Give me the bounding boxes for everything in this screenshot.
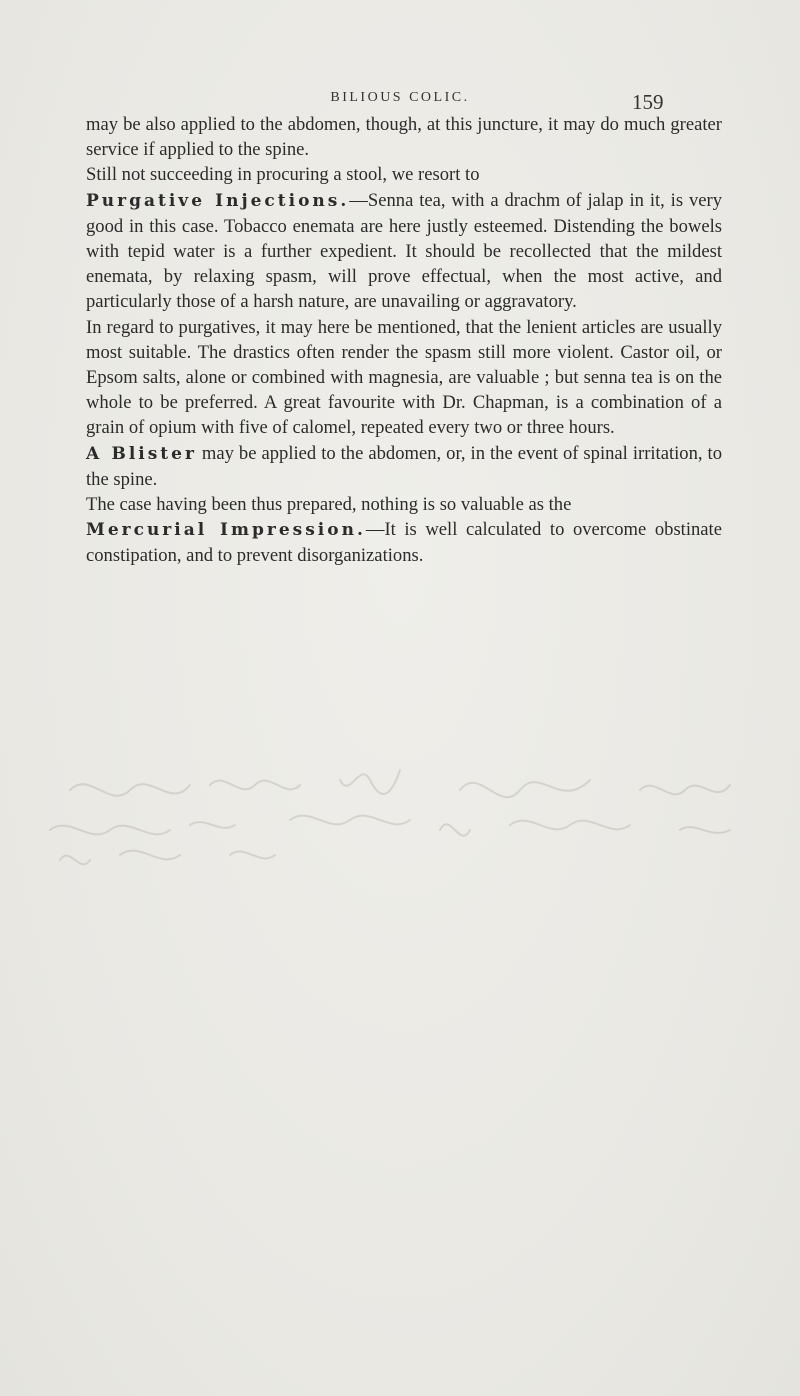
paragraph-6	[86, 517, 722, 568]
running-head: BILIOUS COLIC.	[330, 90, 470, 105]
paragraph-4	[86, 441, 722, 492]
paragraph-5: The case having been thus prepared, nothing is so valuable as the	[86, 494, 572, 516]
paragraph-2-text: —Senna tea, with a drachm of jalap in it, is very good in this case. Tobacco enemata are here justly esteemed. Distending the bowels with tepid water is a further expedient. It should be recollected that the mildest enemata, by relaxing spasm, will prove effectual, when the most active, and particularly those of a harsh nature, are unavailing or aggravatory.	[86, 189, 722, 313]
paragraph-2-intro: Still not succeeding in procuring a stool, we resort to	[86, 164, 480, 186]
page-number: 159	[632, 90, 664, 114]
section-lead-mercurial-impression: Mercurial Impression.	[86, 520, 366, 541]
section-lead-blister: A Blister	[86, 443, 197, 464]
bleed-through-handwriting	[40, 760, 780, 870]
section-lead-purgative-injections: Purgative Injections.	[86, 190, 350, 211]
paragraph-2	[86, 188, 722, 315]
body-text	[86, 112, 722, 569]
paragraph-1: may be also applied to the abdomen, though, at this juncture, it may do much greater service if applied to the spine.	[86, 114, 722, 161]
paragraph-6-text: —It is well calculated to overcome obstinate constipation, and to prevent disorganizations.	[86, 519, 722, 567]
paragraph-3: In regard to purgatives, it may here be mentioned, that the lenient articles are usually most suitable. The drastics often render the spasm still more violent. Castor oil, or Epsom salts, alone or combined with magnesia, are valuable ; but senna tea is on the whole to be preferred. A great favourite with Dr. Chapman, is a combination of a grain of opium with five of calomel, repeated every two or three hours.	[86, 316, 722, 439]
paragraph-4-text: may be applied to the abdomen, or, in the event of spinal irritation, to the spine.	[86, 442, 722, 490]
